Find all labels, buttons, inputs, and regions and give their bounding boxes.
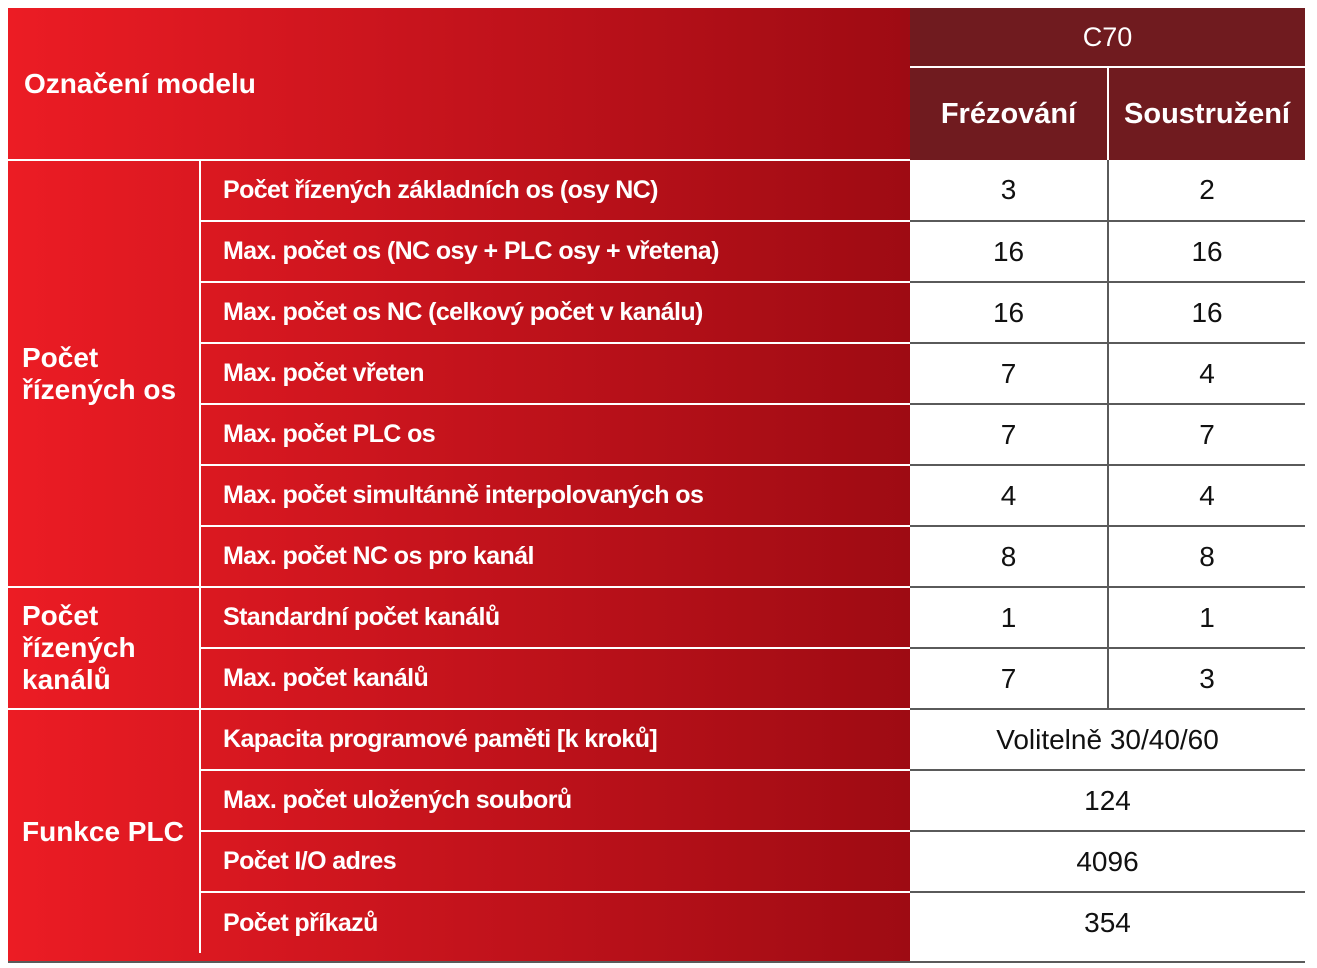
group-controlled-channels: Počet řízených kanálů bbox=[8, 587, 200, 709]
milling-value: 4 bbox=[910, 465, 1108, 526]
model-name-header: C70 bbox=[910, 8, 1305, 67]
turning-value: 2 bbox=[1108, 160, 1305, 221]
row-label: Kapacita programové paměti [k kroků] bbox=[200, 709, 910, 770]
turning-value: 4 bbox=[1108, 465, 1305, 526]
shared-value: 4096 bbox=[910, 831, 1305, 892]
turning-value: 1 bbox=[1108, 587, 1305, 648]
milling-value: 1 bbox=[910, 587, 1108, 648]
spec-table-container bbox=[8, 8, 1305, 963]
group-controlled-axes: Počet řízených os bbox=[8, 160, 200, 587]
shared-value: Volitelně 30/40/60 bbox=[910, 709, 1305, 770]
turning-value: 8 bbox=[1108, 526, 1305, 587]
row-label: Max. počet kanálů bbox=[200, 648, 910, 709]
row-label: Počet řízených základních os (osy NC) bbox=[200, 160, 910, 221]
row-label: Počet I/O adres bbox=[200, 831, 910, 892]
turning-value: 16 bbox=[1108, 282, 1305, 343]
row-label: Standardní počet kanálů bbox=[200, 587, 910, 648]
milling-value: 16 bbox=[910, 282, 1108, 343]
model-label-cell bbox=[8, 8, 910, 160]
milling-value: 3 bbox=[910, 160, 1108, 221]
row-label: Max. počet uložených souborů bbox=[200, 770, 910, 831]
turning-column-header: Soustružení bbox=[1108, 67, 1305, 160]
milling-value: 7 bbox=[910, 648, 1108, 709]
milling-value: 7 bbox=[910, 343, 1108, 404]
shared-value: 124 bbox=[910, 770, 1305, 831]
milling-column-header: Frézování bbox=[910, 67, 1108, 160]
group-plc-functions: Funkce PLC bbox=[22, 815, 184, 847]
milling-value: 7 bbox=[910, 404, 1108, 465]
turning-value: 3 bbox=[1108, 648, 1305, 709]
row-label: Max. počet simultánně interpolovaných os bbox=[200, 465, 910, 526]
table-bottom-border bbox=[8, 961, 1305, 963]
milling-value: 16 bbox=[910, 221, 1108, 282]
row-label: Max. počet os (NC osy + PLC osy + vřetena) bbox=[200, 221, 910, 282]
turning-value: 4 bbox=[1108, 343, 1305, 404]
turning-value: 7 bbox=[1108, 404, 1305, 465]
milling-value: 8 bbox=[910, 526, 1108, 587]
model-label: Označení modelu bbox=[24, 67, 256, 99]
row-label: Max. počet NC os pro kanál bbox=[200, 526, 910, 587]
row-label: Max. počet PLC os bbox=[200, 404, 910, 465]
row-label: Počet příkazů bbox=[200, 892, 910, 953]
row-label: Max. počet vřeten bbox=[200, 343, 910, 404]
spec-table bbox=[8, 8, 1305, 953]
row-label: Max. počet os NC (celkový počet v kanálu) bbox=[200, 282, 910, 343]
shared-value: 354 bbox=[910, 892, 1305, 953]
turning-value: 16 bbox=[1108, 221, 1305, 282]
